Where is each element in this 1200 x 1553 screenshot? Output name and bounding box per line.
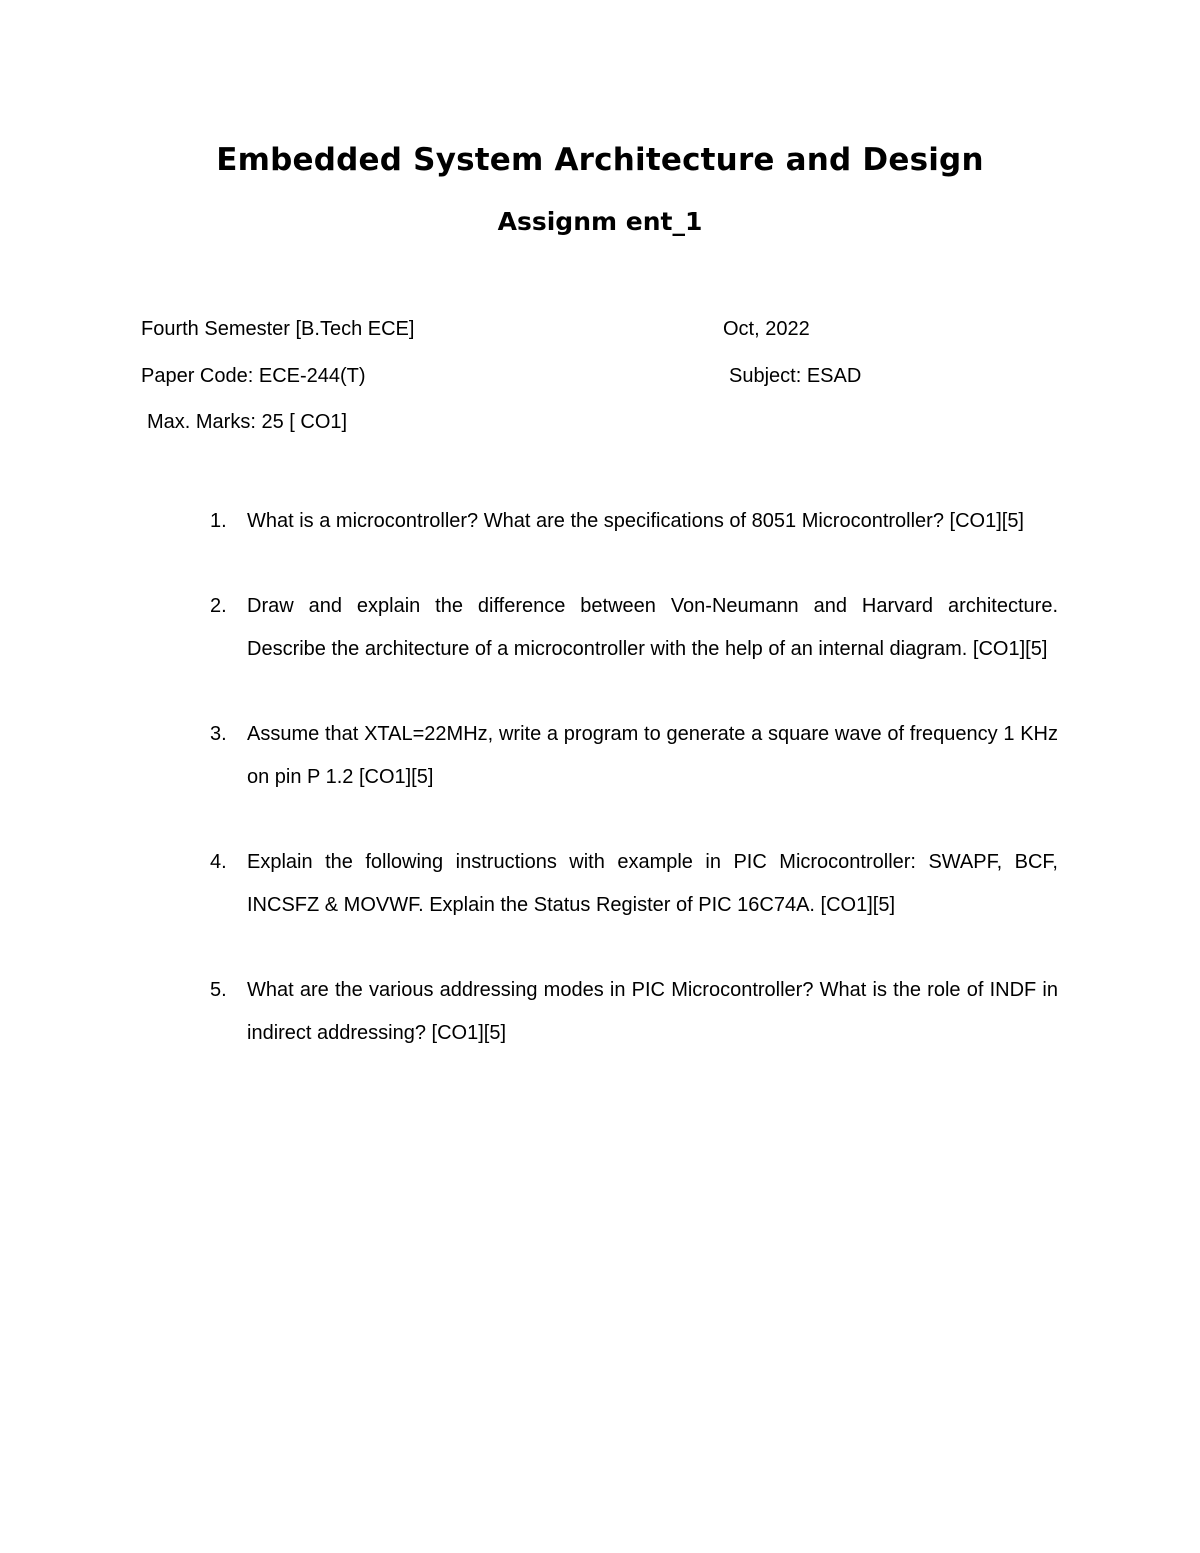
question-number: 5. [210, 979, 227, 1001]
question-text: Draw and explain the difference between Von-Neumann and Harvard architecture. Describe the architecture of a microcontroller with the help of an internal diagram. [CO1][5] [247, 595, 1058, 660]
date-label: Oct, 2022 [723, 318, 810, 340]
question-item [210, 585, 1058, 671]
question-number: 2. [210, 595, 227, 617]
question-item [210, 500, 1058, 543]
max-marks-label: Max. Marks: 25 [ CO1] [147, 411, 348, 433]
question-item [210, 713, 1058, 799]
subject-label: Subject: ESAD [729, 365, 862, 387]
question-text: What is a microcontroller? What are the specifications of 8051 Microcontroller? [CO1][5] [247, 510, 1024, 532]
question-number: 4. [210, 851, 227, 873]
assignment-heading: Assignm ent_1 [497, 207, 703, 236]
semester-label: Fourth Semester [B.Tech ECE] [141, 318, 415, 340]
question-text: Assume that XTAL=22MHz, write a program to generate a square wave of frequency 1 KHz on pin P 1.2 [CO1][5] [247, 723, 1058, 788]
paper-code-label: Paper Code: ECE-244(T) [141, 365, 366, 387]
question-item [210, 969, 1058, 1055]
document-title: Embedded System Architecture and Design [216, 142, 984, 178]
question-text: Explain the following instructions with example in PIC Microcontroller: SWAPF, BCF, INCSFZ & MOVWF. Explain the Status Register of PIC 16C74A. [CO1][5] [247, 851, 1058, 916]
question-text: What are the various addressing modes in PIC Microcontroller? What is the role of INDF in indirect addressing? [CO1][5] [247, 979, 1058, 1044]
question-number: 1. [210, 510, 227, 532]
question-list [210, 500, 1058, 1097]
question-number: 3. [210, 723, 227, 745]
question-item [210, 841, 1058, 927]
